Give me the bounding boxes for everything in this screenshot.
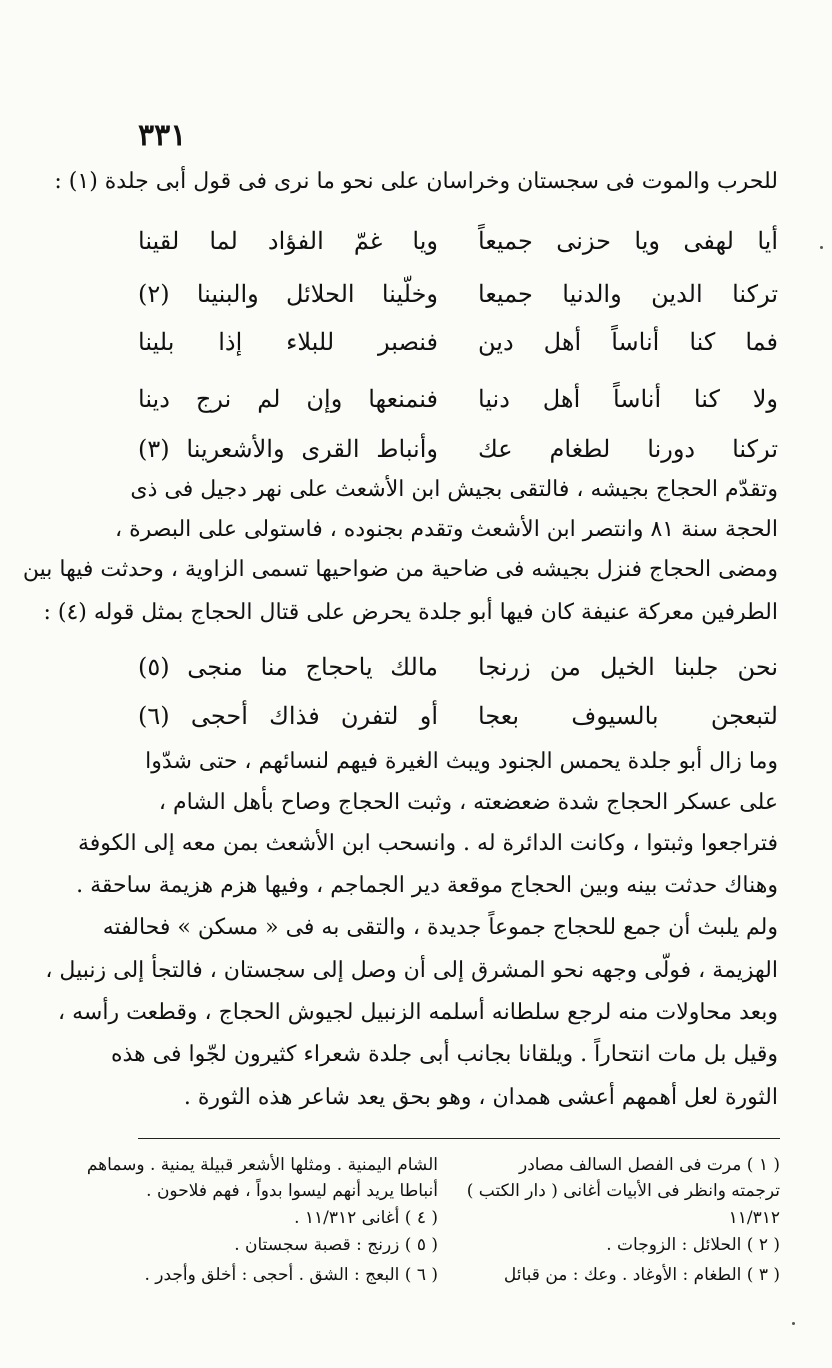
paragraph-line: ومضى الحجاج فنزل بجيشه فى ضاحية من ضواحيها تسمى الزاوية ، وحدثت فيها بين <box>22 557 778 582</box>
speck <box>820 246 823 249</box>
verse-first-hemistich: فما كنا أناساً أهل دين <box>478 328 778 356</box>
verse-second-hemistich: ويا غمّ الفؤاد لما لقينا <box>138 227 438 255</box>
page-number: ٣٣١ <box>138 118 187 153</box>
verse-second-hemistich: فنمنعها وإن لم نرج دينا <box>138 385 438 413</box>
paragraph-line: فتراجعوا وثبتوا ، وكانت الدائرة له . وانسحب ابن الأشعث بمن معه إلى الكوفة <box>77 831 778 856</box>
footnote-line: ١١/٣١٢ <box>728 1208 780 1228</box>
paragraph-line: وما زال أبو جلدة يحمس الجنود ويبث الغيرة فيهم لنسائهم ، حتى شدّوا <box>145 749 778 774</box>
footnote-line: ( ٣ ) الطغام : الأوغاد . وعك : من قبائل <box>503 1265 780 1285</box>
verse-line <box>138 643 778 691</box>
paragraph-line: وبعد محاولات منه لرجع سلطانه أسلمه الزنبيل لجيوش الحجاج ، وقطعت رأسه ، <box>58 1000 778 1025</box>
verse-second-hemistich: مالك ياحجاج منا منجى (٥) <box>138 653 438 681</box>
footnote-divider <box>138 1138 780 1139</box>
verse-first-hemistich: ولا كنا أناساً أهل دنيا <box>478 385 778 413</box>
paragraph-line: وهناك حدثت بينه وبين الحجاج موقعة دير الجماجم ، وفيها هزم هزيمة ساحقة . <box>76 873 778 898</box>
verse-first-hemistich: تركنا دورنا لطغام عك <box>478 435 778 463</box>
paragraph-line: وقيل بل مات انتحاراً . ويلقانا بجانب أبى جلدة شعراء كثيرون لجّوا فى هذه <box>110 1042 778 1067</box>
footnote-line: أنباطا يريد أنهم ليسوا بدواً ، فهم فلاحون . <box>146 1181 438 1201</box>
verse-second-hemistich: فنصبر للبلاء إذا بلينا <box>138 328 438 356</box>
verse-first-hemistich: نحن جلبنا الخيل من زرنجا <box>478 653 778 681</box>
verse-first-hemistich: أيا لهفى ويا حزنى جميعاً <box>478 227 778 255</box>
paragraph-line: وتقدّم الحجاج بجيشه ، فالتقى بجيش ابن الأشعث على نهر دجيل فى ذى <box>130 477 778 502</box>
paragraph-line: الثورة لعل أهمهم أعشى همدان ، وهو بحق يعد شاعر هذه الثورة . <box>183 1085 778 1110</box>
footnote-line: ترجمته وانظر فى الأبيات أغانى ( دار الكتب ) <box>466 1181 780 1201</box>
paragraph-line: على عسكر الحجاج شدة ضعضعته ، وثبت الحجاج وصاح بأهل الشام ، <box>158 790 778 815</box>
speck <box>792 1322 795 1325</box>
verse-line <box>138 425 778 473</box>
verse-line <box>138 692 778 740</box>
verse-first-hemistich: لتبعجن بالسيوف بعجا <box>478 702 778 730</box>
verse-line <box>138 318 778 366</box>
footnote-line: ( ٦ ) البعج : الشق . أحجى : أخلق وأجدر . <box>144 1265 438 1285</box>
paragraph-line: الطرفين معركة عنيفة كان فيها أبو جلدة يحرض على قتال الحجاج بمثل قوله (٤) : <box>43 600 778 625</box>
verse-second-hemistich: أو لتفرن فذاك أحجى (٦) <box>138 702 438 730</box>
footnote-line: ( ١ ) مرت فى الفصل السالف مصادر <box>519 1155 780 1175</box>
verse-line <box>138 375 778 423</box>
verse-line <box>138 270 778 318</box>
verse-second-hemistich: وأنباط القرى والأشعرينا (٣) <box>138 435 438 463</box>
footnote-line: ( ٢ ) الحلائل : الزوجات . <box>606 1235 780 1255</box>
intro-line: للحرب والموت فى سجستان وخراسان على نحو ما نرى فى قول أبى جلدة (١) : <box>54 169 778 194</box>
paragraph-line: الحجة سنة ٨١ وانتصر ابن الأشعث وتقدم بجنوده ، فاستولى على البصرة ، <box>115 517 778 542</box>
verse-second-hemistich: وخلّينا الحلائل والبنينا (٢) <box>138 280 438 308</box>
footnote-line: الشام اليمنية . ومثلها الأشعر قبيلة يمنية . وسماهم <box>86 1155 438 1175</box>
footnote-line: ( ٤ ) أغانى ١١/٣١٢ . <box>294 1208 438 1228</box>
paragraph-line: الهزيمة ، فولّى وجهه نحو المشرق إلى أن وصل إلى سجستان ، فالتجأ إلى زنبيل ، <box>45 958 778 983</box>
verse-line <box>138 217 778 265</box>
verse-first-hemistich: تركنا الدين والدنيا جميعا <box>478 280 778 308</box>
footnote-line: ( ٥ ) زرنج : قصبة سجستان . <box>234 1235 438 1255</box>
paragraph-line: ولم يلبث أن جمع للحجاج جموعاً جديدة ، والتقى به فى « مسكن » فحالفته <box>102 915 778 940</box>
